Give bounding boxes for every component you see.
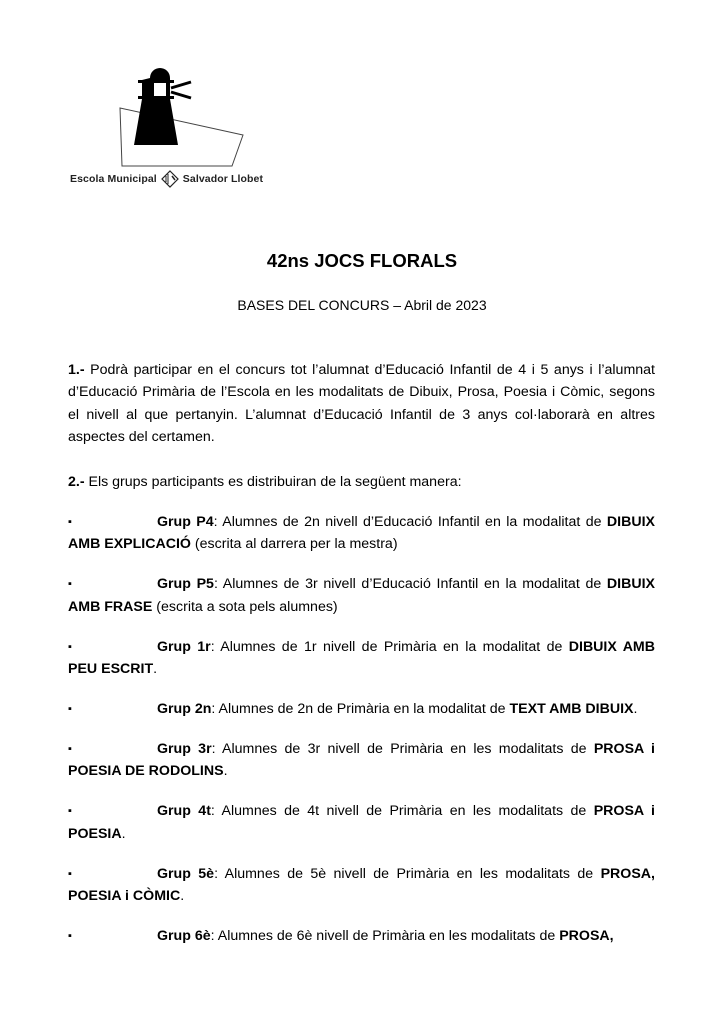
- bullet-icon: ▪: [68, 640, 72, 653]
- group-item: [68, 800, 655, 845]
- bullet-icon: ▪: [68, 578, 72, 591]
- paragraph-1: [68, 359, 655, 449]
- school-name: [70, 170, 263, 188]
- paragraph-text: Podrà participar en el concurs tot l’alumnat d’Educació Infantil de 4 i 5 anys i l’alumnat d’Educació Primària de l’Escola en les modalitats de Dibuix, Prosa, Poesia i Còmic, segons el nivell al que pertanyin. L’alumnat d’Educació Infantil de 3 anys col·laborarà en altres aspectes del certamen.: [68, 362, 655, 446]
- group-description: : Alumnes de 1r nivell de Primària en la modalitat de: [210, 638, 569, 655]
- bullet-icon: ▪: [68, 516, 72, 529]
- document-title: 42ns JOCS FLORALS: [266, 250, 458, 271]
- group-list: [68, 511, 655, 947]
- group-name: Grup 1r: [157, 638, 211, 655]
- modality-name: DIBUIX AMB EXPLICACIÓ: [68, 514, 655, 553]
- group-description: .: [153, 661, 158, 678]
- logo-text-left: Escola Municipal: [70, 173, 157, 185]
- group-description: .: [633, 700, 638, 717]
- bullet-icon: ▪: [68, 929, 72, 942]
- bullet-icon: ▪: [68, 702, 72, 715]
- group-item: [68, 863, 655, 908]
- coat-of-arms-icon: [161, 170, 179, 188]
- paragraph-number: 1.-: [68, 362, 85, 378]
- group-name: Grup P5: [157, 576, 214, 593]
- group-description: (escrita a sota pels alumnes): [152, 598, 338, 615]
- group-description: : Alumnes de 3r nivell d’Educació Infantil en la modalitat de: [213, 576, 607, 593]
- group-item: [68, 573, 655, 618]
- document-body: [68, 359, 655, 965]
- lighthouse-icon: [80, 68, 260, 168]
- paragraph-number: 2.-: [68, 473, 85, 490]
- group-name: Grup 5è: [157, 865, 215, 882]
- group-name: Grup 6è: [157, 927, 211, 944]
- bullet-icon: ▪: [68, 867, 72, 880]
- group-name: Grup 3r: [157, 740, 212, 757]
- group-description: : Alumnes de 4t nivell de Primària en les modalitats de: [210, 803, 594, 820]
- bullet-icon: ▪: [68, 742, 72, 755]
- group-item: [68, 636, 655, 681]
- group-description: .: [223, 763, 228, 780]
- paragraph-text: Els grups participants es distribuiran de la següent manera:: [84, 473, 462, 490]
- group-description: : Alumnes de 2n nivell d’Educació Infantil en la modalitat de: [213, 514, 607, 531]
- group-description: (escrita al darrera per la mestra): [190, 536, 398, 553]
- group-description: : Alumnes de 5è nivell de Primària en les modalitats de: [214, 865, 601, 882]
- modality-name: TEXT AMB DIBUIX: [509, 700, 634, 717]
- modality-name: PROSA i POESIA: [68, 803, 655, 842]
- group-item: [68, 698, 655, 720]
- group-name: Grup 4t: [157, 803, 211, 820]
- logo-text-right: Salvador Llobet: [182, 173, 264, 185]
- group-item: [68, 925, 655, 947]
- modality-name: PROSA,: [559, 927, 614, 944]
- bullet-icon: ▪: [68, 805, 72, 818]
- group-description: : Alumnes de 3r nivell de Primària en les modalitats de: [211, 740, 594, 757]
- modality-name: PROSA, POESIA i CÒMIC: [68, 865, 655, 904]
- group-description: .: [121, 825, 126, 842]
- group-item: [68, 511, 655, 556]
- modality-name: DIBUIX AMB FRASE: [68, 576, 656, 615]
- modality-name: DIBUIX AMB PEU ESCRIT: [68, 638, 655, 678]
- group-item: [68, 738, 655, 783]
- group-description: .: [180, 887, 185, 904]
- group-description: : Alumnes de 2n de Primària en la modalitat de: [211, 700, 510, 717]
- paragraph-2: [68, 471, 655, 493]
- group-description: : Alumnes de 6è nivell de Primària en les modalitats de: [210, 927, 560, 944]
- group-name: Grup 2n: [157, 700, 212, 717]
- modality-name: PROSA i POESIA DE RODOLINS: [68, 740, 655, 780]
- group-name: Grup P4: [157, 514, 214, 531]
- document-subtitle: BASES DEL CONCURS – Abril de 2023: [237, 297, 487, 313]
